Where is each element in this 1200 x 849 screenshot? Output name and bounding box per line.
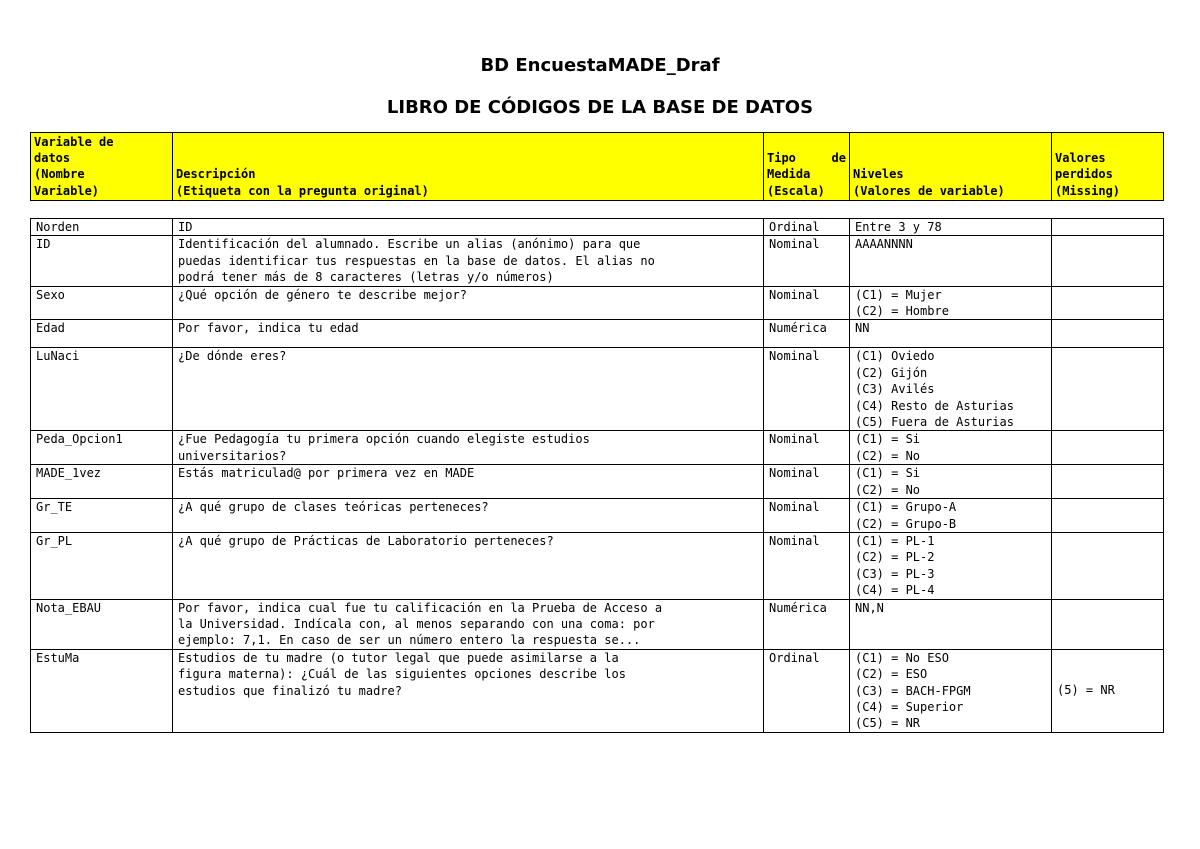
cell-descripcion: Por favor, indica tu edad xyxy=(173,320,764,348)
table-row xyxy=(31,286,1164,320)
cell-niveles: (C1) = No ESO (C2) = ESO (C3) = BACH-FPGM (C4) = Superior (C5) = NR xyxy=(850,649,1052,732)
table-row xyxy=(31,348,1164,431)
header-descripcion: Descripción (Etiqueta con la pregunta original) xyxy=(173,133,764,201)
cell-variable: MADE_1vez xyxy=(31,465,173,499)
cell-missing xyxy=(1052,320,1164,348)
cell-niveles: (C1) = Grupo-A (C2) = Grupo-B xyxy=(850,499,1052,533)
cell-niveles: (C1) = PL-1 (C2) = PL-2 (C3) = PL-3 (C4) = PL-4 xyxy=(850,532,1052,599)
cell-tipo: Nominal xyxy=(764,532,850,599)
cell-tipo: Numérica xyxy=(764,320,850,348)
cell-variable: Peda_Opcion1 xyxy=(31,431,173,465)
cell-tipo: Nominal xyxy=(764,286,850,320)
cell-niveles: Entre 3 y 78 xyxy=(850,219,1052,236)
cell-niveles: (C1) = Si (C2) = No xyxy=(850,431,1052,465)
cell-descripcion: ¿A qué grupo de clases teóricas perteneces? xyxy=(173,499,764,533)
header-tipo-word1: Tipo xyxy=(767,151,796,166)
header-tipo-word2: de xyxy=(831,151,846,166)
cell-tipo: Numérica xyxy=(764,599,850,649)
cell-missing xyxy=(1052,219,1164,236)
cell-descripcion: Identificación del alumnado. Escribe un alias (anónimo) para que puedas identificar tus respuestas en la base de datos. El alias no podrá tener más de 8 caracteres (letras y/o números) xyxy=(173,236,764,286)
header-row xyxy=(31,133,1164,201)
cell-missing xyxy=(1052,599,1164,649)
header-variable: Variable de datos (Nombre Variable) xyxy=(31,133,173,201)
cell-niveles: (C1) = Si (C2) = No xyxy=(850,465,1052,499)
cell-variable: Edad xyxy=(31,320,173,348)
table-row xyxy=(31,431,1164,465)
table-row xyxy=(31,465,1164,499)
cell-tipo: Nominal xyxy=(764,348,850,431)
cell-missing xyxy=(1052,348,1164,431)
cell-variable: Gr_PL xyxy=(31,532,173,599)
cell-descripcion: ID xyxy=(173,219,764,236)
cell-tipo: Nominal xyxy=(764,465,850,499)
cell-missing xyxy=(1052,649,1164,732)
table-row xyxy=(31,649,1164,732)
cell-niveles: NN,N xyxy=(850,599,1052,649)
cell-missing xyxy=(1052,236,1164,286)
table-row xyxy=(31,532,1164,599)
cell-descripcion: Por favor, indica cual fue tu calificación en la Prueba de Acceso a la Universidad. Indícala con, al menos separando con una coma: por ejemplo: 7,1. En caso de ser un número entero la respuesta se... xyxy=(173,599,764,649)
cell-variable: ID xyxy=(31,236,173,286)
cell-niveles: AAAANNNN xyxy=(850,236,1052,286)
cell-tipo: Nominal xyxy=(764,431,850,465)
cell-descripcion: Estudios de tu madre (o tutor legal que puede asimilarse a la figura materna): ¿Cuál de las siguientes opciones describe los estudios que finalizó tu madre? xyxy=(173,649,764,732)
cell-tipo: Ordinal xyxy=(764,219,850,236)
document-subtitle: LIBRO DE CÓDIGOS DE LA BASE DE DATOS xyxy=(386,97,814,118)
table-row xyxy=(31,219,1164,236)
cell-niveles: NN xyxy=(850,320,1052,348)
codebook-header xyxy=(30,132,1164,201)
header-tipo-rest: Medida (Escala) xyxy=(767,167,825,198)
cell-missing-value: (5) = NR xyxy=(1057,682,1115,697)
cell-variable: LuNaci xyxy=(31,348,173,431)
table-row xyxy=(31,320,1164,348)
cell-missing xyxy=(1052,465,1164,499)
document-title: BD EncuestaMADE_Draf xyxy=(480,55,720,76)
cell-missing xyxy=(1052,532,1164,599)
header-valores-perdidos: Valores perdidos (Missing) xyxy=(1052,133,1164,201)
cell-tipo: Nominal xyxy=(764,499,850,533)
header-niveles: Niveles (Valores de variable) xyxy=(850,133,1052,201)
cell-tipo: Nominal xyxy=(764,236,850,286)
cell-descripcion: Estás matriculad@ por primera vez en MADE xyxy=(173,465,764,499)
cell-descripcion: ¿A qué grupo de Prácticas de Laboratorio perteneces? xyxy=(173,532,764,599)
cell-missing xyxy=(1052,499,1164,533)
cell-variable: Nota_EBAU xyxy=(31,599,173,649)
cell-missing xyxy=(1052,431,1164,465)
codebook-table xyxy=(30,218,1164,733)
cell-tipo: Ordinal xyxy=(764,649,850,732)
header-tipo xyxy=(764,133,850,201)
cell-niveles: (C1) Oviedo (C2) Gijón (C3) Avilés (C4) Resto de Asturias (C5) Fuera de Asturias xyxy=(850,348,1052,431)
cell-variable: Gr_TE xyxy=(31,499,173,533)
table-row xyxy=(31,499,1164,533)
table-row xyxy=(31,236,1164,286)
cell-descripcion: ¿De dónde eres? xyxy=(173,348,764,431)
cell-descripcion: ¿Fue Pedagogía tu primera opción cuando elegiste estudios universitarios? xyxy=(173,431,764,465)
cell-descripcion: ¿Qué opción de género te describe mejor? xyxy=(173,286,764,320)
cell-niveles: (C1) = Mujer (C2) = Hombre xyxy=(850,286,1052,320)
cell-variable: Norden xyxy=(31,219,173,236)
cell-variable: EstuMa xyxy=(31,649,173,732)
cell-variable: Sexo xyxy=(31,286,173,320)
table-row xyxy=(31,599,1164,649)
cell-missing xyxy=(1052,286,1164,320)
